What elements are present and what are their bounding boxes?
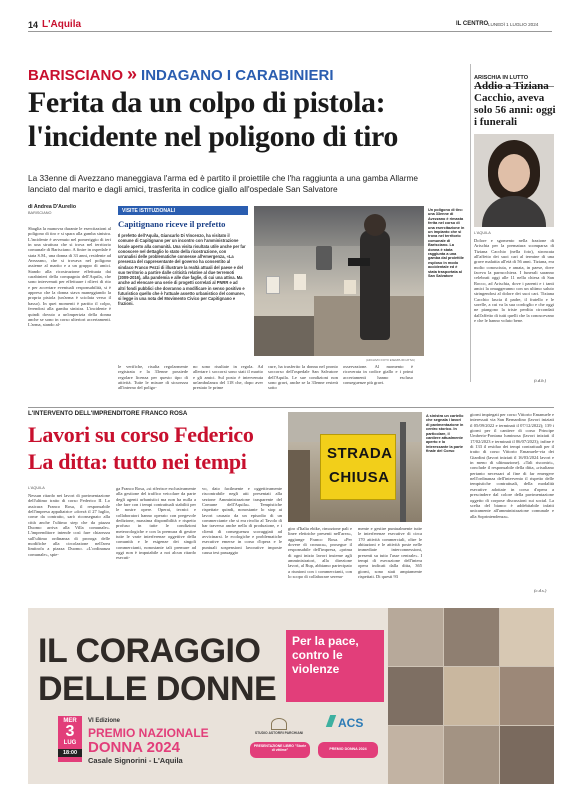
kicker <box>28 64 428 84</box>
kicker-place: BARISCIANO <box>28 67 124 84</box>
ad-date-badge <box>58 716 82 762</box>
box-label: VISITE ISTITUZIONALI <box>118 206 248 215</box>
ad-day: MER <box>63 718 77 724</box>
a2-col-2: ga Franco Rosa, «si riferisce esclusivamente alla gestione del traffico veicolare da parte degli agenti urbanistici ma non ha nulla a che fare con i tempi contrattuali stabiliti per le nostre opere. Operai, tecnici e collaboratori hanno operato con pregevole dedizione, massima disponibilità e rispetto profuso in tutte le condizioni meteorologiche e con la premura di gestire tutte le varie interferenze oggettive della comunità e le esigenze dei singoli commercianti, nonostante tali premure ad oggi non è imputabile a noi alcun ritardo esecuti- <box>116 486 196 561</box>
studio-logo-icon <box>271 718 287 730</box>
ad-pink-2: contro le <box>292 648 343 662</box>
sign-text-2: CHIUSA <box>329 469 390 486</box>
newspaper-name: IL CENTRO <box>456 21 489 27</box>
ad-pink-1: Per la pace, <box>292 634 359 648</box>
ad-edition: VI Edizione <box>88 718 121 724</box>
side-body: Dolore e sgomento nella frazione di Arischia per la prematura scomparsa di Tiziana Cacchio (nella foto), stroncata all'affetto dei suoi cari al termine di una grave malattia all'età di 56 anni. Tiziana, era molto conosciuta, e amata, in paese, dove faceva la parrucchiera. I funerali saranno celebrati oggi alle 11 nella chiesa di San Rocco, ad Arischia, dove i parenti e i tanti amici la omaggeranno con un ultimo saluto stringendosi al dolore dei suoi cari. Tiziana Cacchio lascia il padre, il fratello e le sorelle, a cui va la sua cordoglio e che oggi ne piangono la triste perdita circondati dall'affetto di tutti quelli che la conoscevano e che le hanno voluto bene. <box>474 238 554 324</box>
sign-text-1: STRADA <box>327 445 393 462</box>
advertisement <box>28 608 554 784</box>
ad-logo-2: ACS <box>338 716 364 730</box>
ad-venue: Casale Signorini - L'Aquila <box>88 756 183 765</box>
ad-line-2: DELLE DONNE <box>38 670 277 708</box>
ad-pill-book <box>250 742 310 758</box>
a2-col-4: giro d'Italia ebike, rimozione pali e linee elettriche presenti nell'area», aggiunge Franco Rosa. «Per dovere di cronaca», prosegue il responsabile dell'impresa, «prima di ogni inizio lavori insieme agli amministratori, alla direzione lavori, al Rup, abbiamo partecipato a riunioni con i commercianti, con lo scopo di collaborare serena- <box>288 526 352 580</box>
side-title: Addio a Tiziana Cacchio, aveva solo 56 anni: oggi i funerali <box>474 80 556 128</box>
headline-line2: l'incidente nel poligono di tiro <box>28 120 399 153</box>
ad-pill-2: PREMIO DONNA 2024 <box>329 747 367 751</box>
a2-kicker: L'INTERVENTO DELL'IMPRENDITORE FRANCO ROSA <box>28 410 188 417</box>
issue-date: LUNEDÌ 1 LUGLIO 2024 <box>488 21 539 27</box>
column-divider <box>470 64 471 382</box>
kicker-arrows: » <box>127 64 138 84</box>
photo-caption: Un poligono di tiro: una 33enne di Avezzano è rimasta ferita nel corso di una esercitazione in un impianto che si trova nel territorio comunale di Barisciano. La donna è stata raggiunta a una gamba dal proiettile esploso in modo accidentale ed è stata trasportata al San Salvatore <box>428 208 465 279</box>
subheadline: La 33enne di Avezzano maneggiava l'arma ed è partito il proiettile che l'ha raggiunta a una gamba Allarme lanciato dal marito e dagli amici, trasferita in codice giallo all'ospedale San Salvatore <box>28 173 418 194</box>
article-col-5: osservazione. Al momento è ricoverata in codice giallo e i primi accertamenti hanno escluso conseguenze più gravi. <box>343 364 413 386</box>
photo-credit: (ARCHIVIO FOTO ESEMPLIFICATIVA) <box>366 358 415 362</box>
page-header <box>28 14 552 32</box>
road-closed-photo <box>288 412 422 522</box>
separator-line <box>28 407 554 408</box>
ad-premio-2: DONNA 2024 <box>88 739 180 756</box>
byline <box>28 204 110 215</box>
ad-logo-acs <box>328 714 372 732</box>
section-name: L'Aquila <box>42 19 82 30</box>
ad-logo-1: STUDIO ASTORRI PARCHIANI <box>254 731 304 735</box>
article-col-2: le verifiche, risulta regolarmente registrata e la 33enne possiede regolare licenza per questo tipo di attività. Tutte le misure di sicurezza all'interno del poligo- <box>118 364 188 391</box>
ad-month: LUG <box>63 740 77 746</box>
headline-line1: Ferita da un colpo di pistola: <box>28 86 386 119</box>
article-col-4: cure, ha trasferito la donna nel pronto soccorso dell'ospedale San Salvatore dell'Aquila. Le sue condizioni non sono gravi, anche se la 33enne resterà sotto <box>268 364 338 391</box>
ad-pill-premio <box>318 742 378 758</box>
ad-photo-collage <box>388 608 554 784</box>
a2-city: L'AQUILA <box>28 486 45 490</box>
a2-headline-2: La ditta: tutto nei tempi <box>28 449 247 474</box>
article-col-3: no sono risultate in regola. Ad allertare i soccorsi sono stati il marito e gli amici. Sul posto è intervenuta un'ambulanza del 118 che, dopo aver prestato le prime <box>193 364 263 391</box>
side-city: L'AQUILA <box>474 231 491 235</box>
byline-author: di Andrea D'Aurelio <box>28 204 77 210</box>
portrait-photo <box>474 134 554 227</box>
a2-headline-1: Lavori su corso Federico <box>28 422 254 447</box>
box-title: Capitignano riceve il prefetto <box>118 219 226 229</box>
sidebar-box <box>118 206 248 364</box>
page-number: 14 <box>28 20 39 30</box>
a2-col-3: vo, dato facilmente e oggettivamente riscontrabile negli atti presentati alla sezione Amministrazione trasparente del Comune dell'Aquila». Tempistiche rispettate quindi, nonostante lo stop ai lavori causato da un episodio di un commerciante che si era rivolto al Tavolo di bar traverso anche nella di produzione, e i clienti di conseguenza scoraggiati ad avvicinarsi. le ecologiche e problematiche esecutive emerse in corso d'opera e le puntuali sospensioni lavorative imposte causa test passaggio <box>202 486 282 556</box>
a2-col-5: mente e gestire puntualmente tutte le interferenze esecutive di circa 170 attività commerciali, oltre le abitazioni e le attività poste nelle immediate interconnessioni, presenti su tutto l'asse centrale». I tempi di esecuzione dell'intera opera indicati dalla ditta, 365 giorni, sono stati ampiamente rispettati. Di questi 93 <box>358 526 422 580</box>
a2-signature: (c.d.s.) <box>534 588 547 593</box>
ad-pink-3: violenze <box>292 662 340 676</box>
a2-col-1: Nessun ritardo nei lavori di pavimentazione dell'ultimo tratto di corso Federico II. Lo assicura Franco Rosa, il responsabile dell'impresa appaltatrice «dovrà il 27 luglio, come da contratto, sarò riconsegnato alla città anche l'ultimo step che da piazza Duomo arriva alla Villa comunale». L'imprenditore intende così fare chiarezza sull'ultimo ordinanza di proroga delle modifiche alla circolazione nell'area limitrofa a piazza Duomo. «L'ordinanza comunale», spie- <box>28 493 110 557</box>
acs-logo-icon <box>326 715 336 727</box>
ad-logo-studio <box>246 718 312 735</box>
ad-premio-1: PREMIO NAZIONALE <box>88 726 209 740</box>
a2-col-6: giorni impiegati per corso Vittorio Emanuele e interessati via San Bernardino (lavori iniziati il 05/09/2022 e terminati il 07/12/2022); 139 i giorni per il cantiere di corso Principe Umberto-Fontana luminosa (lavori iniziati il 17/02/2023 e terminati il 06/07/2023); infine è di 133 il residuo dei tempi contrattuali per il tratto di corso Vittorio Emanuele-via dei Giardini (lavori iniziati il 16/03/2024 lavori e in meno di ultimazione). «Tali riscontri», conclude il responsabile della ditta, «risultano pertanto necessari al fine di far emergere nell'ordinanza dell'intervento il rispetto delle tempistiche contrattuali, della modalità esecutive adottate in corso d'opera a prescindere dal colore della pavimentazione oggetto di corpose discussioni sui social. La scelta del bianco è addebitabile infatti unicamente all'amministrazione comunale e alla Soprintendenza». <box>470 412 554 519</box>
side-kicker-text: ARISCHIA IN LUTTO <box>474 75 529 81</box>
ad-time: 18:00 <box>58 749 82 757</box>
ad-line-1: IL CORAGGIO <box>38 632 261 670</box>
a2-caption: A sinistra un cartello che segnala i lavori di pavimentazione in centro storico. In particolare, il cantiere attualmente aperto e lo interessante la parte finale del Corso <box>426 414 464 454</box>
box-text: Il prefetto dell'Aquila, Giancarlo Di Vincenzo, ha visitato il comune di Capitignano per un incontro con l'amministrazione locale aperto alla comunità. Una visita risultata utile anche per far conoscere nel dettaglio lo stato della ricostruzione, con un'analisi delle problematiche connesse all'emergenza, «La presenza del rappresentante del governo ha consentito al sindaco Franco Pezzi di illustrare la realtà attuali del paese e del suo territorio a partire dalle criticità relative al due terremoti (2009-2016), alla pandemia e alle due faglie, di cui una attiva. Ma anche ad elencare una serie di progetti correlati al PNRR e ad altri fondi pubblici che dovranno a modificare in senso positivo e futuristico quello che è l'attuale assetto urbanistico del comune», si legge in una nota del Movimento Civico per Capitignano e frazioni. <box>118 233 246 307</box>
kicker-topic: INDAGANO I CARABINIERI <box>141 67 334 84</box>
ad-pink-box <box>286 630 384 702</box>
shooting-range-photo <box>254 206 424 356</box>
road-sign <box>320 434 396 500</box>
side-signature: (t.d.b.) <box>534 378 547 383</box>
article-col-1: Sbaglia la manovra durante le esercitazioni al poligono di tiro e si spara alla gamba sinistra. L'incidente è avvenuto nel pomeriggio di ieri in una struttura che si trova nel territorio comunale di Barisciano. A finire in ospedale è stata S.M., una donna di 33 anni, residente ad Avezzano, che si trovava nel poligono assieme al marito e a un gruppo di amici. Stando alla ricostruzione effettuata dai carabinieri della compagnia dell'Aquila, che sono intervenuti per effettuare i rilievi di rito e per accertare eventuali responsabilità, si è appreso che la donna stava maneggiando la propria pistola (un'arma è sciolata verso il basso). In quei momenti è partito il colpo, ferendosi alla gamba sinistra. L'incidente è quindi dovuto a un'imperizia della donna anche se sono in corso ulteriori accertamenti. L'arma, stando al- <box>28 226 111 328</box>
byline-city: BARISCIANO <box>28 211 52 215</box>
ad-num: 3 <box>65 723 75 740</box>
ad-pill-1: PRESENTAZIONE LIBRO "Storie di vittime" <box>253 744 307 753</box>
